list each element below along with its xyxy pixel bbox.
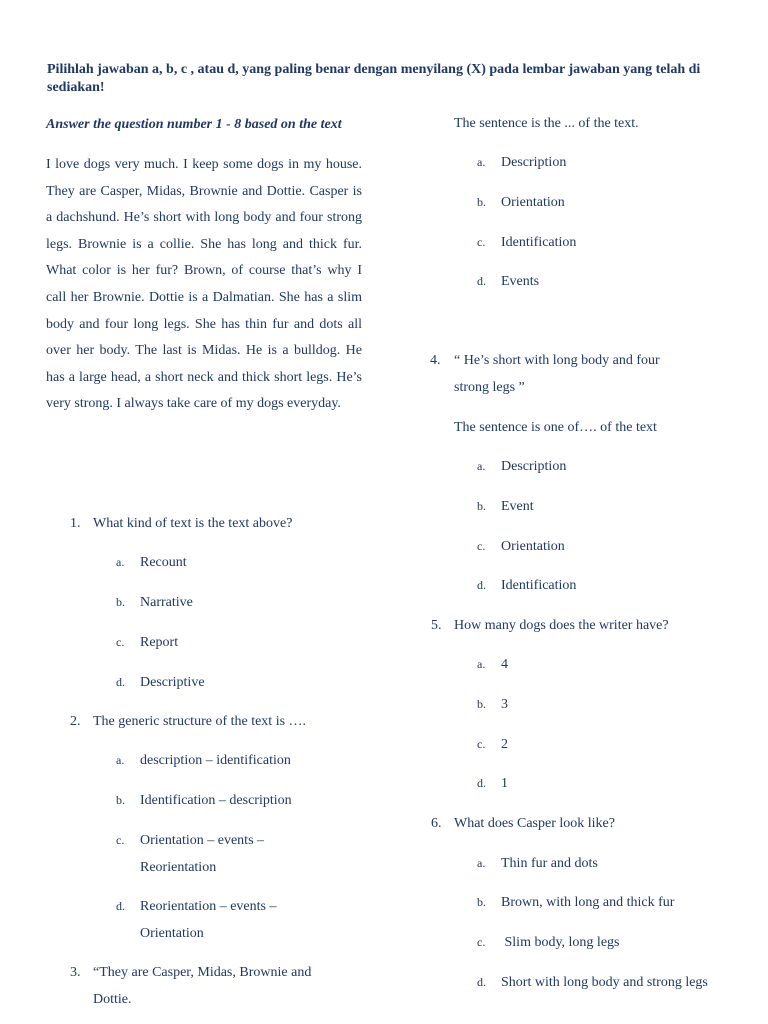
question-4-continuation: The sentence is one of…. of the text	[454, 420, 657, 435]
option-text: Report	[140, 635, 179, 650]
option-letter: d.	[116, 899, 125, 913]
option-text: Orientation	[501, 539, 565, 554]
option-letter: d.	[477, 578, 486, 592]
option-text: Event	[501, 499, 534, 514]
option-text: Description	[501, 155, 567, 170]
option-text: Descriptive	[140, 675, 205, 690]
option-text: Narrative	[140, 595, 193, 610]
question-number: 5.	[431, 618, 442, 633]
question-text: How many dogs does the writer have?	[454, 618, 669, 633]
option-letter: b.	[477, 195, 486, 209]
question-text: What kind of text is the text above?	[93, 516, 293, 531]
option-letter: c.	[477, 235, 486, 249]
option-text: Orientation	[501, 195, 565, 210]
option-letter: c.	[116, 833, 125, 847]
option-letter: c.	[116, 635, 125, 649]
question-text: “ He’s short with long body and four strong legs ”	[454, 353, 660, 395]
option-letter: a.	[477, 155, 486, 169]
option-letter: a.	[116, 753, 125, 767]
section-title: Answer the question number 1 - 8 based on the text	[46, 117, 342, 132]
question-text: What does Casper look like?	[454, 816, 615, 831]
reading-passage: I love dogs very much. I keep some dogs in my house. They are Casper, Midas, Brownie and Dottie. Casper is a dachshund. He’s short with long body and four strong legs. Brownie is a collie. She has long and thick fur. What color is her fur? Brown, of course that’s why I call her Brownie. Dottie is a Dalmatian. She has a slim body and four long legs. She has thin fur and dots all over her body. The last is Midas. He is a bulldog. He has a large head, a short neck and thick short legs. He’s very strong. I always take care of my dogs everyday.	[46, 157, 362, 412]
option-text: Description	[501, 459, 567, 474]
option-text: 1	[501, 776, 508, 791]
option-letter: d.	[477, 975, 486, 989]
question-number: 6.	[431, 816, 442, 831]
option-letter: a.	[477, 856, 486, 870]
option-letter: c.	[477, 935, 486, 949]
option-text: Events	[501, 274, 540, 289]
option-letter: d.	[477, 776, 486, 790]
option-letter: b.	[477, 697, 486, 711]
option-text: Orientation – events – Reorientation	[140, 833, 265, 875]
option-letter: b.	[116, 595, 125, 609]
option-letter: b.	[477, 895, 486, 909]
question-number: 4.	[430, 353, 441, 368]
option-text: Identification	[501, 235, 577, 250]
question-text: The generic structure of the text is ….	[93, 714, 307, 729]
question-text: “They are Casper, Midas, Brownie and Dottie.	[93, 965, 312, 1007]
option-text: Identification	[501, 578, 577, 593]
option-text: Reorientation – events – Orientation	[140, 899, 277, 941]
option-letter: b.	[477, 499, 486, 513]
option-text: 3	[501, 697, 508, 712]
option-letter: d.	[116, 675, 125, 689]
option-text: Slim body, long legs	[501, 935, 620, 950]
left-column	[46, 111, 362, 418]
option-letter: d.	[477, 274, 486, 288]
option-text: 2	[501, 737, 508, 752]
option-letter: a.	[116, 555, 125, 569]
option-text: description – identification	[140, 753, 291, 768]
option-text: Short with long body and strong legs	[501, 975, 708, 990]
option-text: Thin fur and dots	[501, 856, 598, 871]
option-text: 4	[501, 657, 508, 672]
option-letter: c.	[477, 737, 486, 751]
question-number: 1.	[70, 516, 81, 531]
option-text: Identification – description	[140, 793, 292, 808]
option-letter: a.	[477, 459, 486, 473]
option-letter: a.	[477, 657, 486, 671]
question-number: 2.	[70, 714, 81, 729]
question-number: 3.	[70, 965, 81, 980]
option-text: Brown, with long and thick fur	[501, 895, 675, 910]
option-text: Recount	[140, 555, 187, 570]
question-3-continuation: The sentence is the ... of the text.	[454, 116, 639, 131]
instruction: Pilihlah jawaban a, b, c , atau d, yang paling benar dengan menyilang (X) pada lembar jawaban yang telah di sediakan!	[47, 62, 701, 95]
option-letter: c.	[477, 539, 486, 553]
option-letter: b.	[116, 793, 125, 807]
